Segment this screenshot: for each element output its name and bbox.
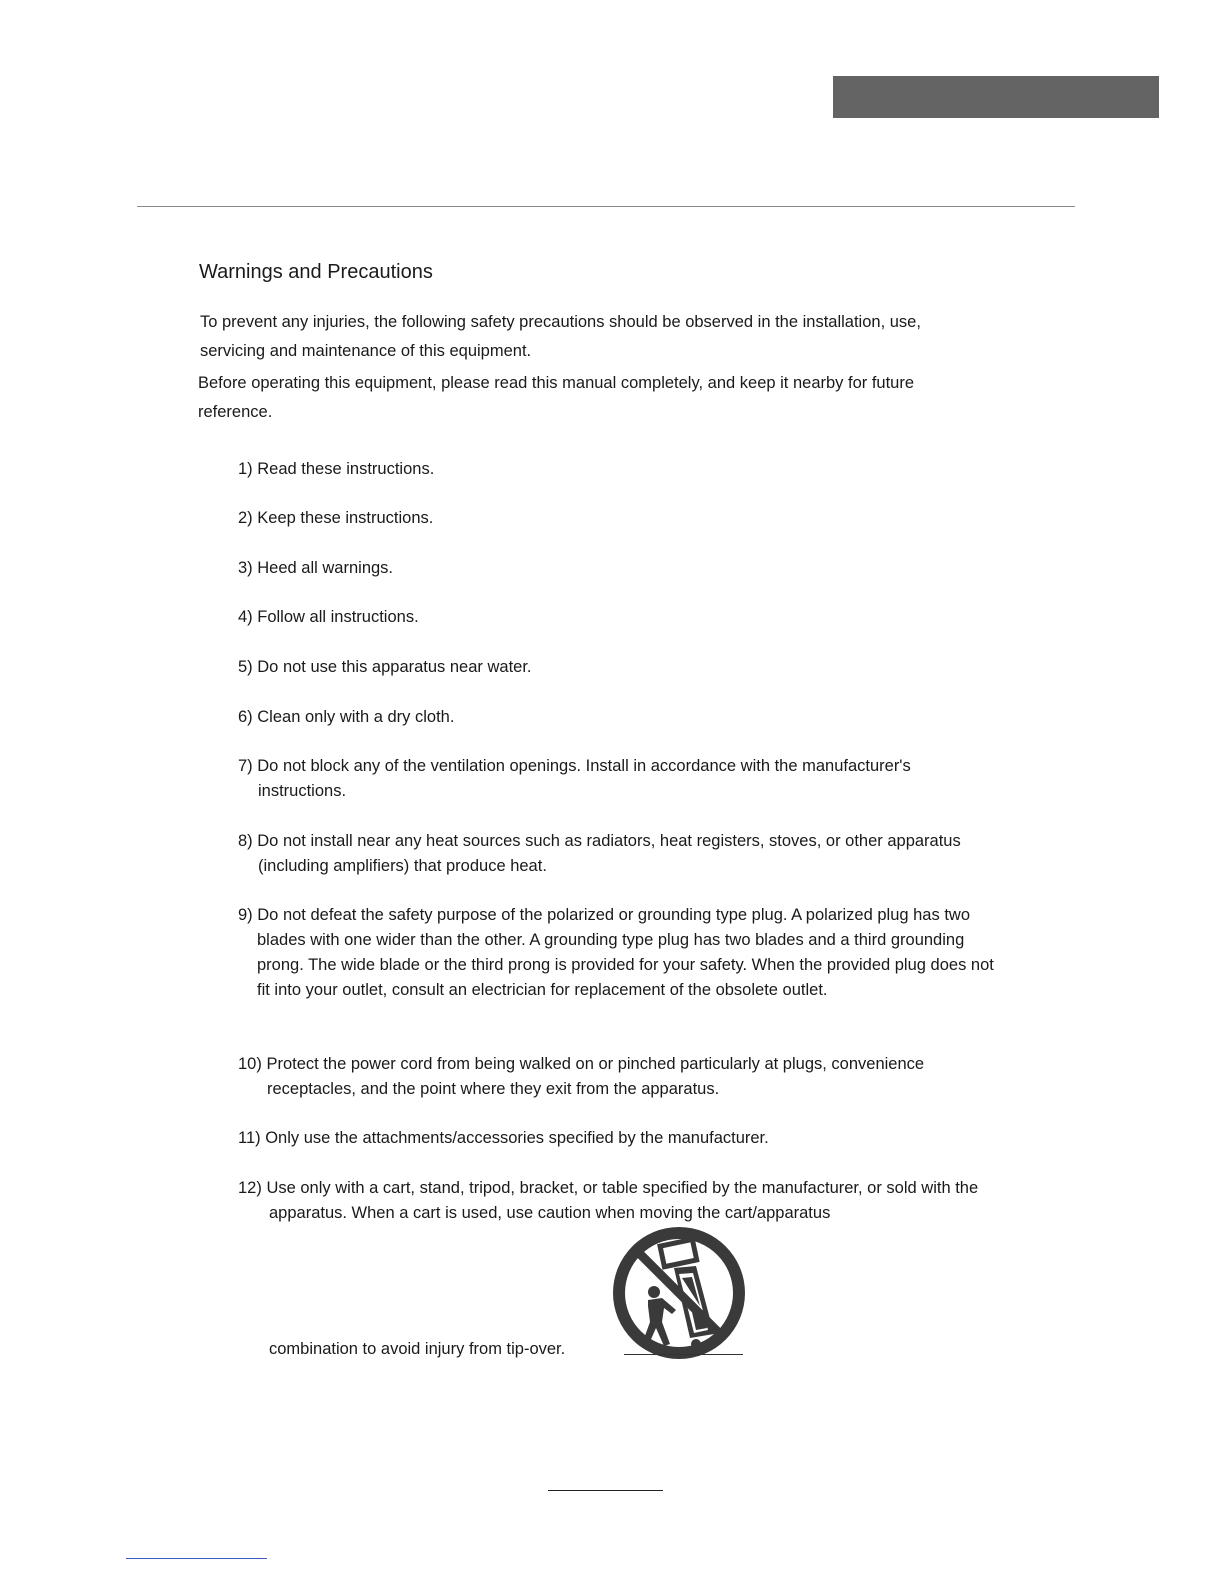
instruction-continuation: combination to avoid injury from tip-over. bbox=[269, 1340, 566, 1358]
instruction-item bbox=[238, 829, 998, 879]
instruction-number: 7) bbox=[238, 757, 253, 775]
instruction-text: Heed all warnings. bbox=[257, 559, 394, 577]
instruction-text: Use only with a cart, stand, tripod, bracket, or table specified by the manufacturer, or sold with the apparatus. When a cart is used, use caution when moving the cart/apparatus bbox=[266, 1179, 979, 1222]
instruction-number: 4) bbox=[238, 608, 253, 626]
instruction-text: Follow all instructions. bbox=[257, 608, 419, 626]
instruction-number: 3) bbox=[238, 559, 253, 577]
intro-paragraph-1: To prevent any injuries, the following safety precautions should be observed in the installation, use, servicing and maintenance of this equipment. bbox=[200, 313, 921, 360]
top-divider bbox=[137, 206, 1075, 207]
instruction-text: Do not use this apparatus near water. bbox=[257, 658, 532, 676]
instruction-number: 11) bbox=[238, 1129, 261, 1147]
intro-paragraph-2: Before operating this equipment, please read this manual completely, and keep it nearby for future reference. bbox=[198, 374, 915, 421]
instruction-number: 8) bbox=[238, 832, 253, 850]
instruction-item bbox=[238, 506, 978, 531]
instruction-item bbox=[238, 1176, 999, 1226]
instruction-item bbox=[238, 556, 978, 581]
instruction-text: Only use the attachments/accessories specified by the manufacturer. bbox=[265, 1129, 769, 1147]
instruction-text: Clean only with a dry cloth. bbox=[257, 708, 455, 726]
instruction-text: Do not install near any heat sources such as radiators, heat registers, stoves, or other apparatus (including amplifiers) that produce heat. bbox=[257, 832, 961, 875]
instruction-item bbox=[238, 605, 978, 630]
cart-ground-line bbox=[624, 1354, 743, 1355]
instruction-number: 9) bbox=[238, 906, 253, 924]
instruction-item bbox=[238, 1126, 978, 1151]
instruction-number: 6) bbox=[238, 708, 253, 726]
instruction-item bbox=[238, 1052, 1007, 1102]
instruction-number: 1) bbox=[238, 460, 253, 478]
instruction-number: 2) bbox=[238, 509, 253, 527]
instruction-text: Do not block any of the ventilation openings. Install in accordance with the manufacturer's instructions. bbox=[257, 757, 911, 800]
instruction-item bbox=[238, 705, 978, 730]
section-title: Warnings and Precautions bbox=[199, 261, 433, 283]
instruction-number: 12) bbox=[238, 1179, 262, 1197]
instruction-item bbox=[238, 903, 997, 1003]
instruction-item bbox=[238, 754, 998, 804]
header-bar bbox=[833, 76, 1159, 118]
footer-divider bbox=[548, 1490, 663, 1491]
instruction-number: 5) bbox=[238, 658, 253, 676]
instruction-text: Do not defeat the safety purpose of the polarized or grounding type plug. A polarized plug has two blades with one wider than the other. A grounding type plug has two blades and a third grounding prong. The wide blade or the third prong is provided for your safety. When the provided plug does not fit into your outlet, consult an electrician for replacement of the obsolete outlet. bbox=[257, 906, 994, 999]
instruction-text: Keep these instructions. bbox=[257, 509, 434, 527]
instruction-item bbox=[238, 457, 978, 482]
instruction-item bbox=[238, 655, 978, 680]
instruction-number: 10) bbox=[238, 1055, 262, 1073]
instruction-text: Protect the power cord from being walked on or pinched particularly at plugs, convenience receptacles, and the point where they exit from the apparatus. bbox=[266, 1055, 925, 1098]
cart-tip-over-warning-icon bbox=[612, 1226, 746, 1360]
instruction-text: Read these instructions. bbox=[257, 460, 435, 478]
corner-link-underline bbox=[126, 1558, 267, 1559]
